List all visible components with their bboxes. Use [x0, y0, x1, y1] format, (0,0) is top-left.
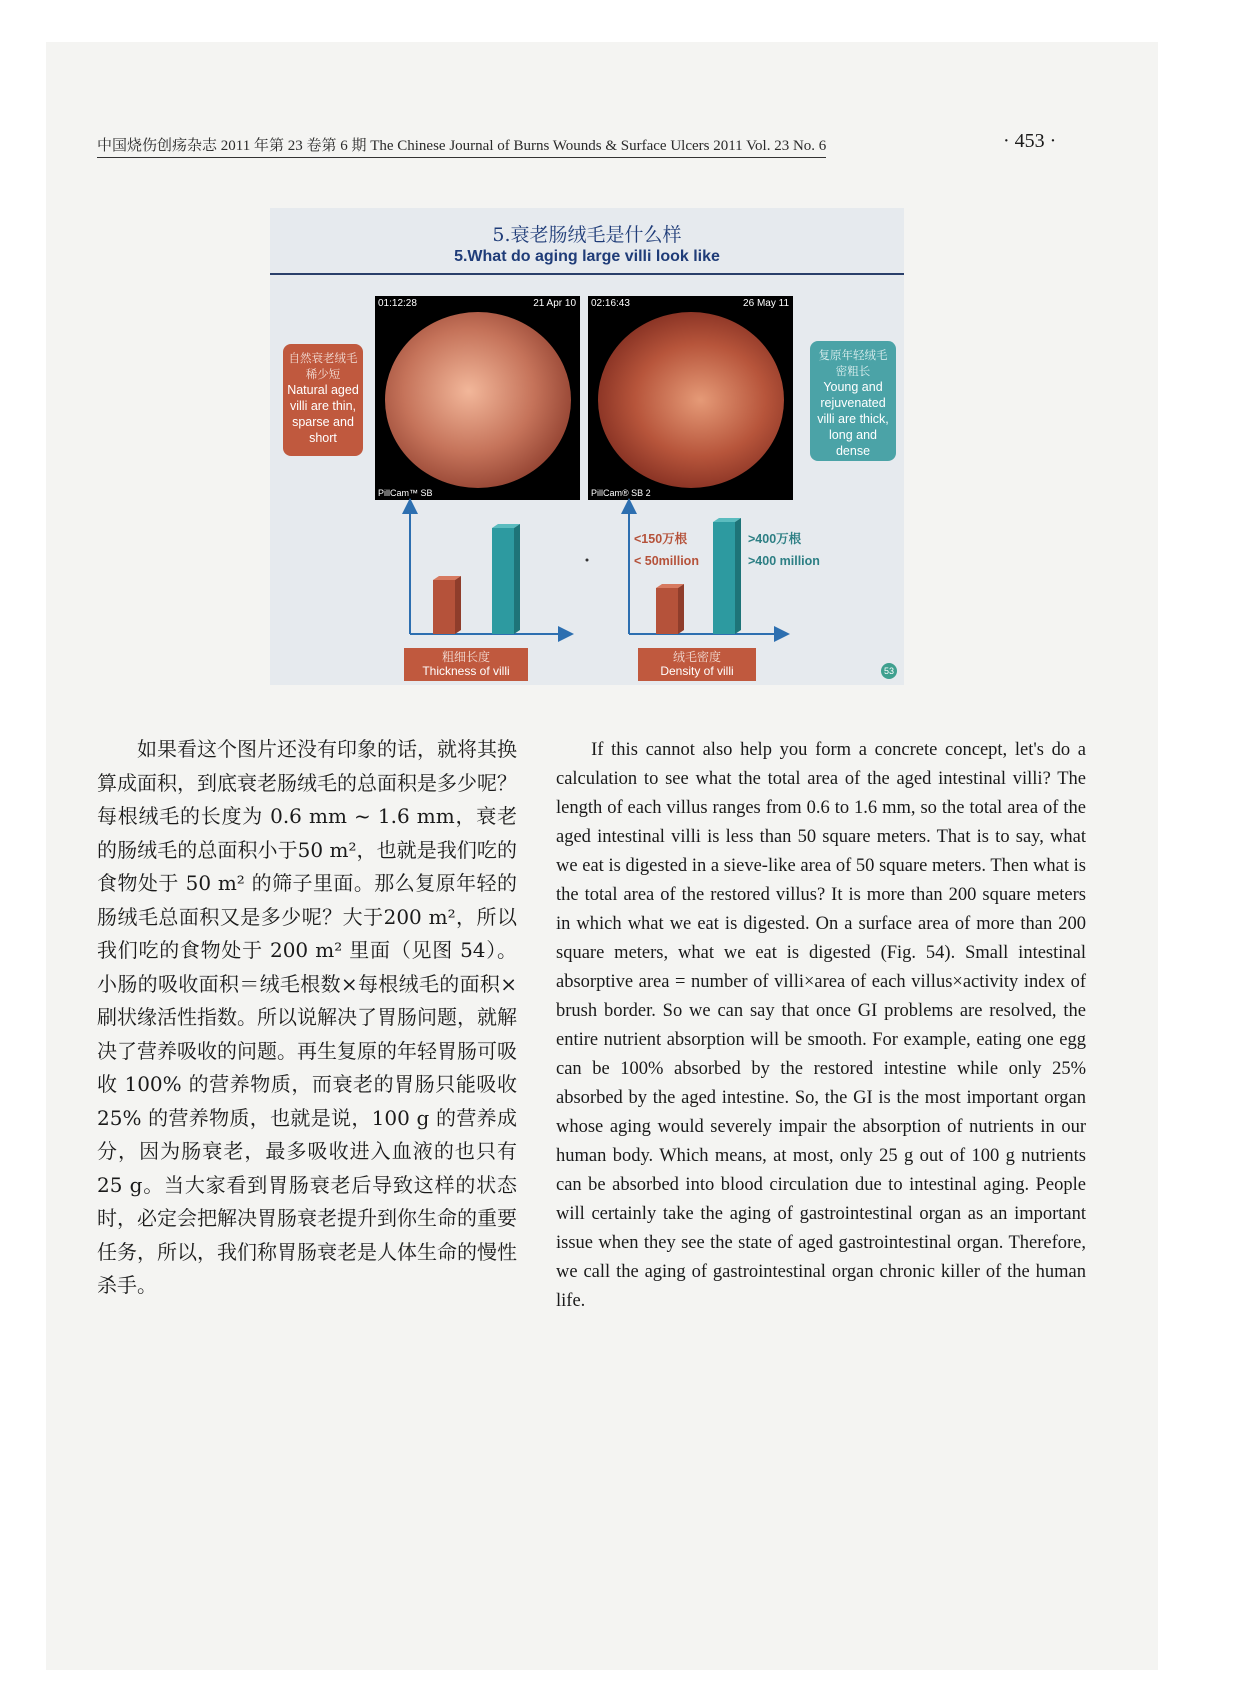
young-label-en: Young and rejuvenated villi are thick, long and dense — [817, 380, 889, 458]
caption-thickness-en: Thickness of villi — [422, 664, 510, 678]
aged-label-cn: 自然衰老绒毛稀少短 — [288, 351, 358, 381]
bar-young-thickness — [492, 528, 514, 634]
body-column-english — [556, 736, 1086, 1316]
villi-photo-aged — [385, 312, 571, 488]
comparison-bars — [270, 498, 904, 648]
figure-divider — [270, 273, 904, 275]
caption-thickness — [404, 648, 528, 681]
density-aged-en: < 50million — [634, 554, 699, 568]
caption-density — [638, 648, 756, 681]
young-label-cn: 复原年轻绒毛密粗长 — [818, 348, 888, 378]
figure-53 — [270, 208, 904, 685]
figure-title-cn: 5.衰老肠绒毛是什么样 — [492, 224, 682, 246]
english-paragraph: If this cannot also help you form a concrete concept, let's do a calculation to see what the total area of the aged intestinal villi? The length of each villus ranges from 0.6 to 1.6 mm, so the total area of the aged intestinal villi is less than 50 square meters. That is to say, what we eat is digested in a sieve-like area of 50 square meters. Then what is the total area of the restored villus? It is more than 200 square meters in which what we eat is digested. On a surface area of more than 200 square meters, what we eat is digested (Fig. 54). Small intestinal absorptive area = number of villi×area of each villus×activity index of brush border. So we can say that once GI problems are resolved, the entire nutrient absorption will be smooth. For example, eating one egg can be 100% absorbed by the restored intestine while only 25% absorbed by the aged intestine. So, the GI is the most important organ whose aging would severely impair the absorption of nutrients in our human body. Which means, at most, only 25 g out of 100 g nutrients can be absorbed into blood circulation due to intestinal aging. People will certainly take the aging of gastrointestinal organ as an important issue when they see the state of aged gastrointestinal organ. Therefore, we call the aging of gastrointestinal organ chronic killer of the human life. — [556, 740, 1086, 1311]
aged-label-en: Natural aged villi are thin, sparse and short — [287, 383, 359, 445]
endoscope-image-aged — [375, 296, 580, 500]
density-young-cn: >400万根 — [748, 532, 802, 546]
image-date: 21 Apr 10 — [533, 298, 576, 309]
villi-photo-young — [598, 312, 784, 488]
chinese-paragraph: 如果看这个图片还没有印象的话，就将其换算成面积，到底衰老肠绒毛的总面积是多少呢？每根绒毛的长度为 0.6 mm ~ 1.6 mm，衰老的肠绒毛的总面积小于50 m²，也就是我们吃的食物处于 50 m² 的筛子里面。那么复原年轻的肠绒毛总面积又是多少呢？大于200 m²，所以我们吃的食物处于 200 m² 里面（见图 54）。小肠的吸收面积＝绒毛根数×每根绒毛的面积×刷状缘活性指数。所以说解决了胃肠问题，就解决了营养吸收的问题。再生复原的年轻胃肠可吸收 100% 的营养物质，而衰老的胃肠只能吸收 25% 的营养物质，也就是说，100 g 的营养成分，因为肠衰老，最多吸收进入血液的也只有 25 g。当大家看到胃肠衰老后导致这样的状态时，必定会把解决胃肠衰老提升到你生命的重要任务，所以，我们称胃肠衰老是人体生命的慢性杀手。 — [97, 737, 517, 1297]
caption-thickness-cn: 粗细长度 — [441, 650, 490, 664]
running-header: 中国烧伤创疡杂志 2011 年第 23 卷第 6 期 The Chinese Journal of Burns Wounds & Surface Ulcers 2011 Vol. 23 No. 6 — [97, 134, 826, 158]
caption-density-cn: 绒毛密度 — [672, 650, 721, 664]
image-brand: PillCam™ SB — [378, 488, 433, 498]
body-column-chinese — [97, 733, 517, 1303]
bar-young-density — [713, 522, 735, 634]
figure-number-badge: 53 — [881, 663, 897, 679]
density-young-en: >400 million — [748, 554, 820, 568]
page-number: · 453 · — [1003, 130, 1057, 152]
caption-density-en: Density of villi — [660, 664, 734, 678]
endoscope-image-young — [588, 296, 793, 500]
image-date: 26 May 11 — [743, 298, 789, 309]
image-brand: PillCam® SB 2 — [591, 488, 651, 498]
image-time: 01:12:28 — [378, 298, 417, 309]
aged-villi-label — [283, 344, 363, 456]
density-aged-cn: <150万根 — [634, 532, 688, 546]
image-time: 02:16:43 — [591, 298, 630, 309]
figure-title-en: 5.What do aging large villi look like — [454, 248, 720, 265]
young-villi-label — [810, 341, 896, 461]
bar-aged-thickness — [433, 580, 455, 634]
bar-aged-density — [656, 588, 678, 634]
